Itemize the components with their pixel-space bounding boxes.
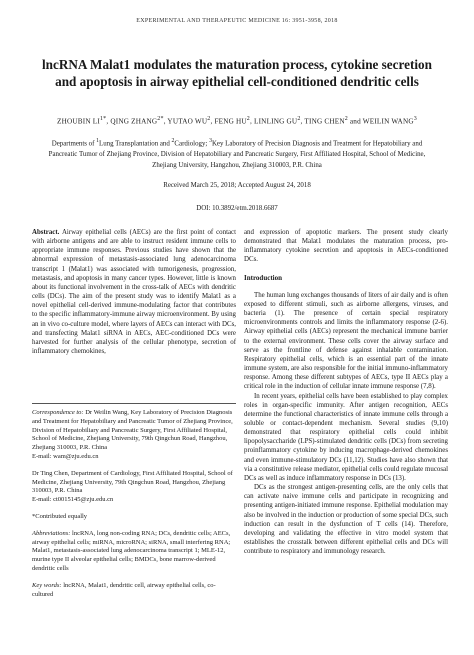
correspondence-1-email[interactable]: E-mail: wam@zju.edu.cn <box>32 452 99 460</box>
abstract-text: Airway epithelial cells (AECs) are the first point of contact with airborne antigens and are able to instruct resident immune cells to appropriate immune responses. Previous studies have shown that the abnormal expression of metastasis-associated lung adenocarcinoma transcript 1 (Malat1) was associated with tumorigenesis, progression, metastasis, and apoptosis in many cancer types. However, little is known about its functional involvement in the cross-talk of AECs with dendritic cells (DCs). The aim of the present study was to identify Malat1 as a novel epithelial cell-derived immune-modulating factor that contributes to the specific inflammatory-immune airway microenvironment. By using an in vivo co-culture model, where layers of AECs can interact with DCs, and transfecting Malat1 siRNA in AECs, AEC-conditioned DCs were harvested for further analysis of the cellular phenotype, secretion of inflammatory chemokines, <box>32 229 237 356</box>
running-head: EXPERIMENTAL AND THERAPEUTIC MEDICINE 16: 3951-3958, 2018 <box>136 18 338 24</box>
correspondence-1: Dr Weilin Wang, Key Laboratory of Precision Diagnosis and Treatment for Hepatobiliary and Pancreatic Tumor of Zhejiang Province, Division of Hepatobiliary and Pancreatic Surgery, First Affiliated Hospital, School of Medicine, Zhejiang University, 79th Qingchun Road, Hangzhou, Zhejiang 310003, P.R. China <box>32 409 233 452</box>
correspondence-label: Correspondence to: <box>32 409 84 416</box>
contributed-equally-note: *Contributed equally <box>32 512 88 520</box>
received-accepted-dates: Received March 25, 2018; Accepted August 24, 2018 <box>163 182 311 189</box>
correspondence-2: Dr Ting Chen, Department of Cardiology, First Affiliated Hospital, School of Medicine, Zhejiang University, 79th Qingchun Road, Hangzhou, Zhejiang 310003, P.R. China <box>32 469 233 495</box>
abstract-paragraph <box>32 228 236 356</box>
abbreviations-text: lncRNA, long non-coding RNA; DCs, dendritic cells; AECs, airway epithelial cells; miRNA, microRNA; siRNA, small interfering RNA; Malat1, metastasis-associated lung adenocarcinoma transcript 1; MLE-12, murine type II alveolar epithelial cells; BMDCs, bone marrow-derived dendritic cells <box>32 529 231 572</box>
doi-line: DOI: 10.3892/etm.2018.6687 <box>196 205 278 212</box>
paper-title: lncRNA Malat1 modulates the maturation process, cytokine secretion and apoptosis in airway epithelial cell-conditioned dendritic cells <box>42 57 432 89</box>
intro-paragraph-1: The human lung exchanges thousands of liters of air daily and is often exposed to different stimuli, such as airborne allergens, viruses, and bacteria (1). The presence of certain special respiratory microenvironments controls and limits the inflammatory response (2-6). Airway epithelial cells (AECs) represent the mechanical immune barrier to the external environment. These cells cover the airway surface and serve as the frontline of defense against inhalable contamination. Respiratory epithelial cells, which is an essential part of the innate immune system, are also responsible for the initial immuno-inflammatory response. Among these different subtypes of AECs, type II AECs play a critical role in the induction of cellular innate immune response (7,8). <box>244 291 448 391</box>
correspondence-note-2 <box>32 470 236 505</box>
affiliations: Departments of $^1$Lung Transplantation and $^2$Cardiology; $^3$Key Laboratory of Precision Diagnosis and Treatment for Hepatobiliary and Pancreatic Tumor of Zhejiang Province, Division of Hepatobiliary and Pancreatic Surgery, First Affiliated Hospital, School of Medicine, Zhejiang University, Hangzhou, Zhejiang 310003, P.R. China <box>48 138 426 170</box>
correspondence-note <box>32 409 236 462</box>
abbreviations-note <box>32 530 236 574</box>
intro-paragraph-2: In recent years, epithelial cells have been established to play complex roles in organ-specific immunity. After antigen recognition, AECs determine the functional characteristics of innate immune cells through a soluble or contact-dependent mechanism. Several studies (9,10) demonstrated that respiratory epithelial cells could inhibit lipopolysaccharide (LPS)-stimulated dendritic cells (DCs) from secreting proinflammatory cytokine by inducing macrophage-derived chemokines and even immune-stimulatory DCs (11,12). Studies have also shown that via a constitutive release mediator, epithelial cells could regulate mucosal DCs as well as induce inflammatory response in DCs (13). <box>244 392 448 482</box>
author-list: ZHOUBIN $LI^{1*}$, QING $ZHANG^{2*}$, YUTAO $WU^2$, FENG $HU^2$, LINLING $GU^2$, TING CHEN$^2$ and WEILIN WANG$^3$ <box>57 116 417 126</box>
keywords-note <box>32 582 236 600</box>
keywords-label: Key words: <box>32 581 62 589</box>
abstract-continuation: and expression of apoptotic markers. The present study clearly demonstrated that Malat1 modulates the maturation process, pro-inflammatory cytokine secretion and apoptosis in AECs-conditioned DCs. <box>244 229 448 264</box>
right-column <box>244 228 448 556</box>
abbreviations-label: Abbreviations: <box>32 529 71 537</box>
footnotes <box>32 409 236 599</box>
correspondence-2-email[interactable]: E-mail: ct0015145@zju.edu.cn <box>32 496 114 504</box>
left-column <box>32 228 236 356</box>
keywords-text: lncRNA, Malat1, dendritic cell, airway epithelial cells, co-cultured <box>32 581 216 598</box>
abstract-label: Abstract. <box>32 229 60 236</box>
footnote-divider <box>32 403 236 404</box>
intro-paragraph-3: DCs as the strongest antigen-presenting cells, are the only cells that can activate naive immune cells and participate in recognizing and presenting antigen-initiated immune response. Epithelial modulation may also be involved in the induction or production of some special DCs, such induction can result in the dysfunction of T cells (14). Therefore, developing and validating the effective in vitro model system that establishes the crosstalk between different epithelial cells and DCs will contribute to respiratory and immunology research. <box>244 484 448 556</box>
introduction-heading: Introduction <box>244 273 282 282</box>
